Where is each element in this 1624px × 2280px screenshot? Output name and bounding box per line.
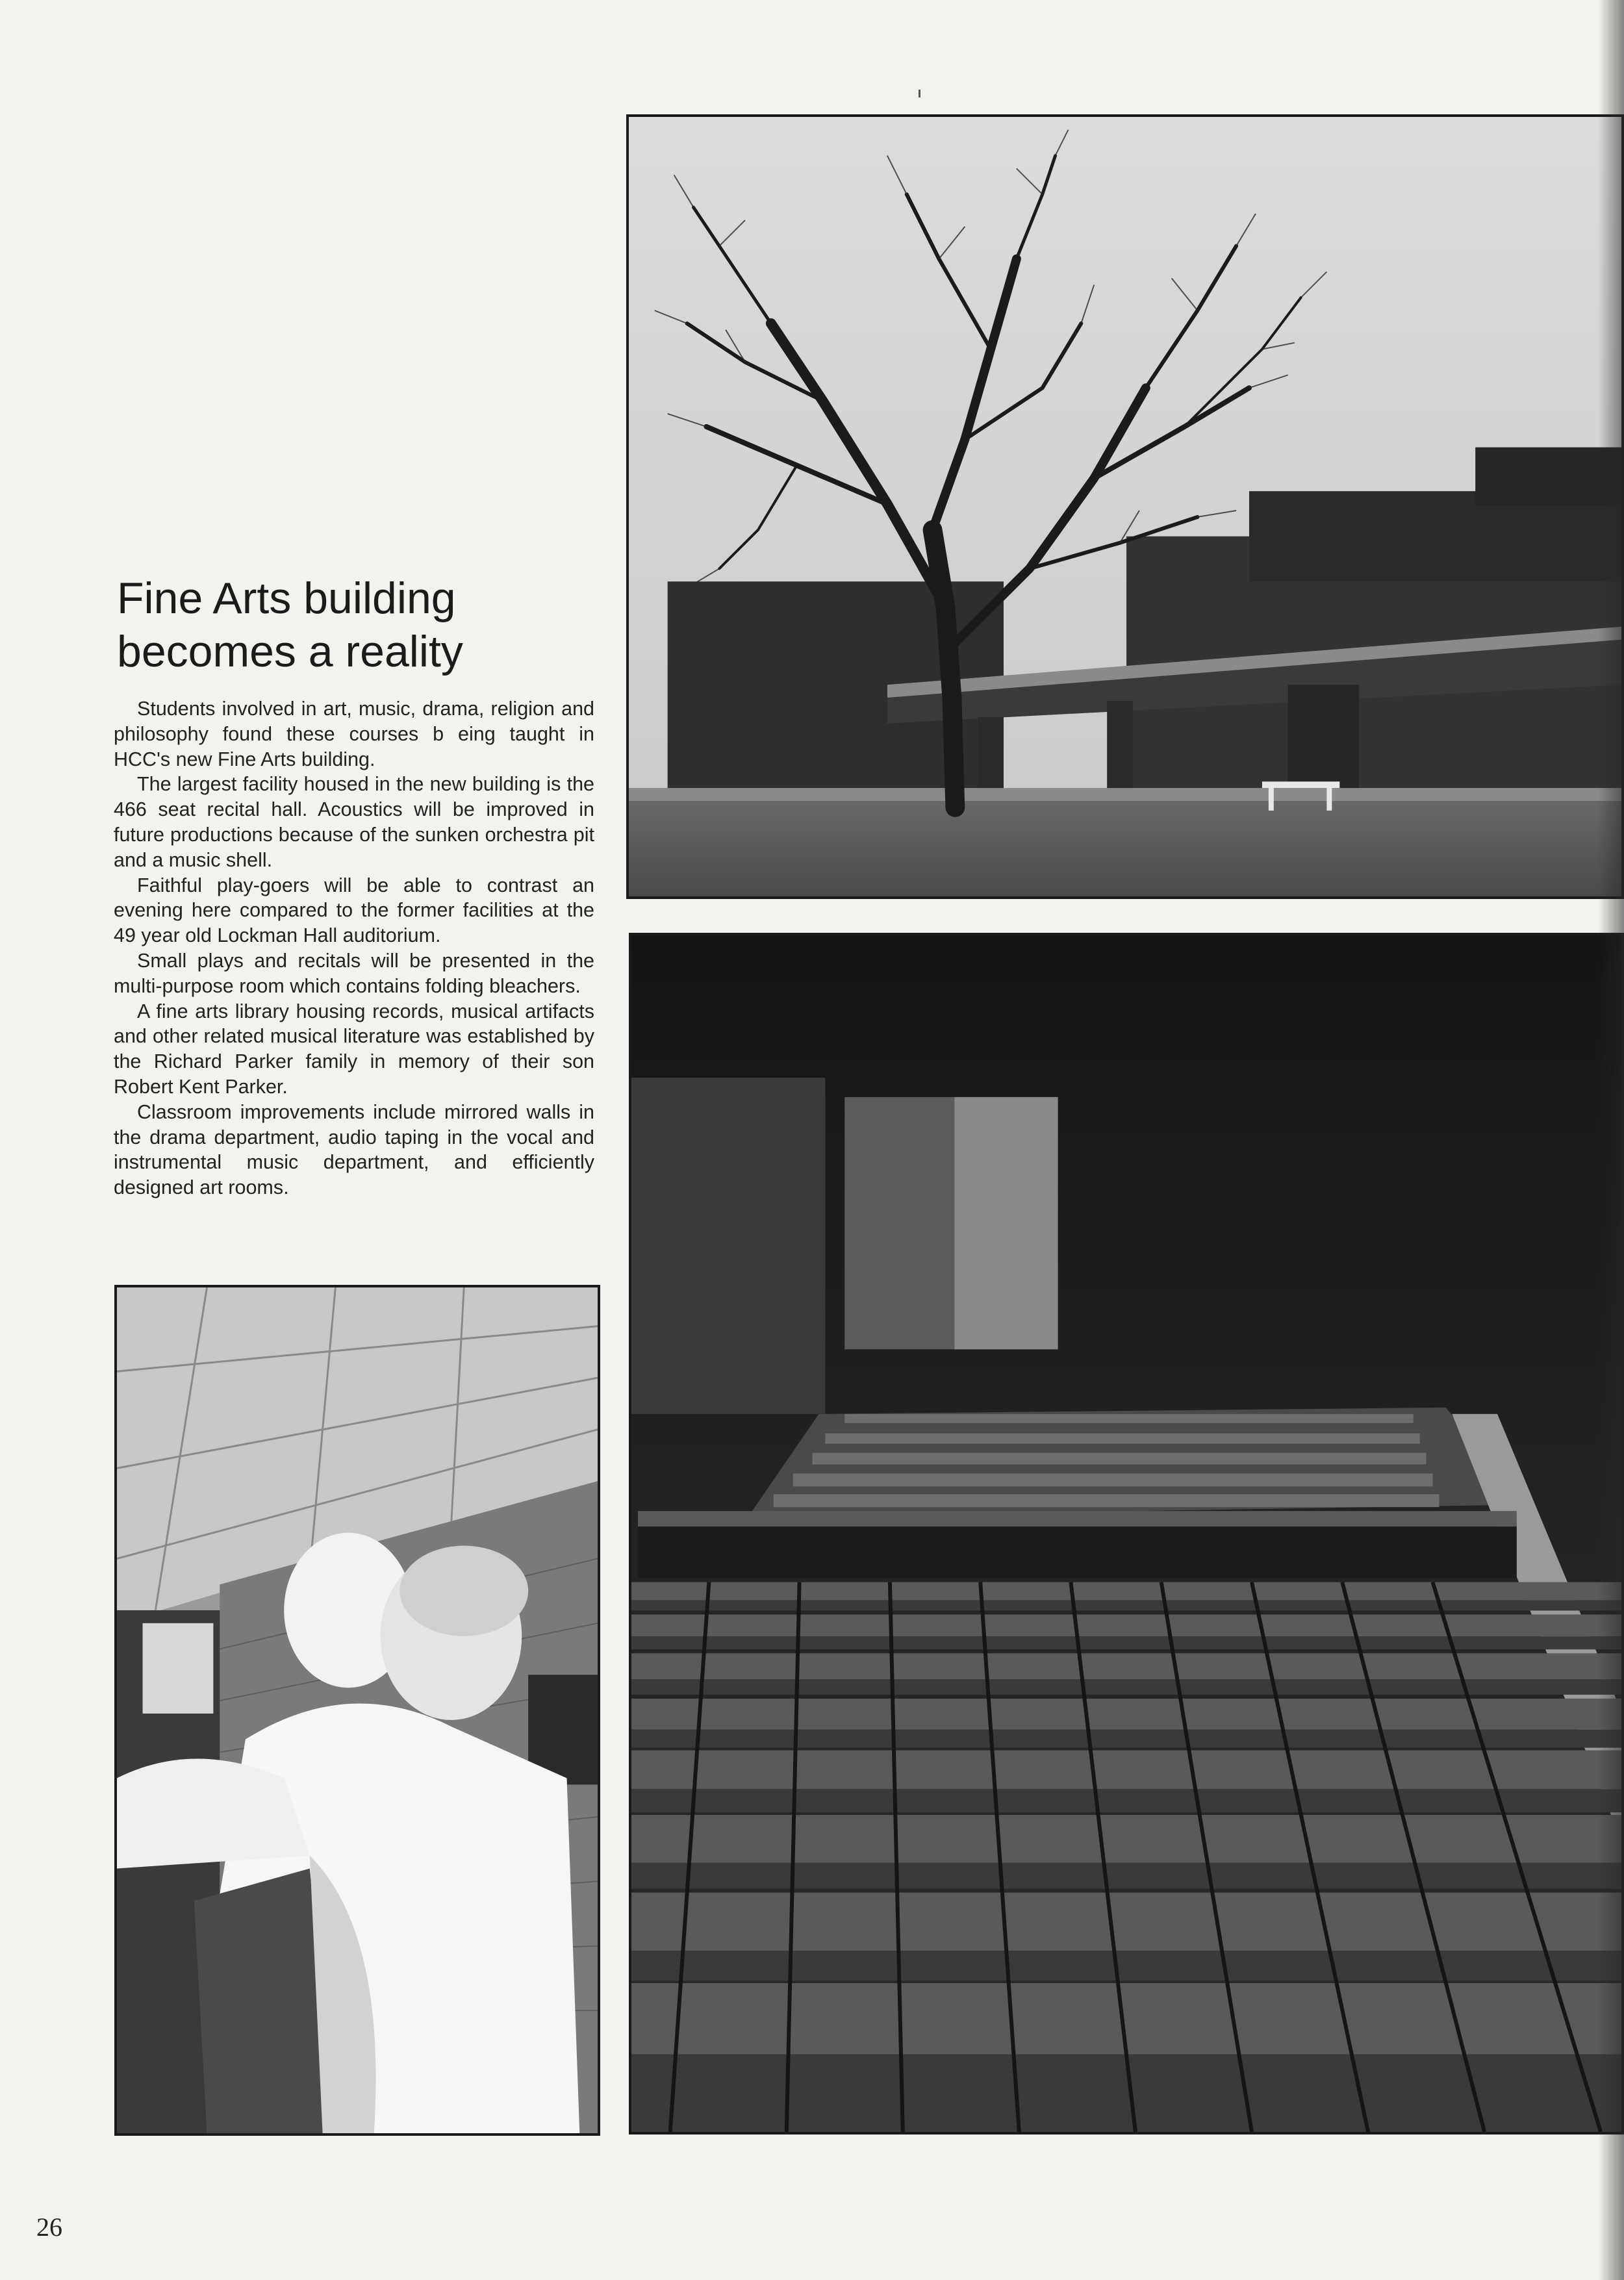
paragraph-4: Small plays and recitals will be presented in the multi-purpose room which contains folding bleachers. [114, 949, 594, 997]
building-exterior-image [629, 117, 1621, 896]
paragraph-6: Classroom improvements include mirrored walls in the drama department, audio taping in the vocal and instrumental music department, and efficiently designed art rooms. [114, 1100, 594, 1199]
photo-building-exterior [626, 114, 1624, 899]
print-mark [919, 90, 920, 97]
paragraph-2: The largest facility housed in the new building is the 466 seat recital hall. Acoustics will be improved in future productions because of the sunken orchestra pit and a music shell. [114, 773, 594, 871]
headline-line-1: Fine Arts building [117, 574, 456, 623]
article-body [114, 696, 594, 1200]
photo-statue [114, 1285, 600, 2136]
page-number: 26 [36, 2212, 62, 2242]
headline-line-2: becomes a reality [117, 627, 463, 676]
photo-recital-hall [629, 933, 1624, 2134]
paragraph-5: A fine arts library housing records, musical artifacts and other related musical literature was established by the Richard Parker family in memory of their son Robert Kent Parker. [114, 1000, 594, 1098]
article-headline [117, 572, 598, 678]
paragraph-1: Students involved in art, music, drama, religion and philosophy found these courses b eing taught in HCC's new Fine Arts building. [114, 698, 594, 770]
paragraph-3: Faithful play-goers will be able to contrast an evening here compared to the former facilities at the 49 year old Lockman Hall auditorium. [114, 874, 594, 947]
recital-hall-image [631, 935, 1621, 2132]
statue-image [117, 1287, 598, 2133]
binding-gutter-shadow [1598, 0, 1624, 2280]
